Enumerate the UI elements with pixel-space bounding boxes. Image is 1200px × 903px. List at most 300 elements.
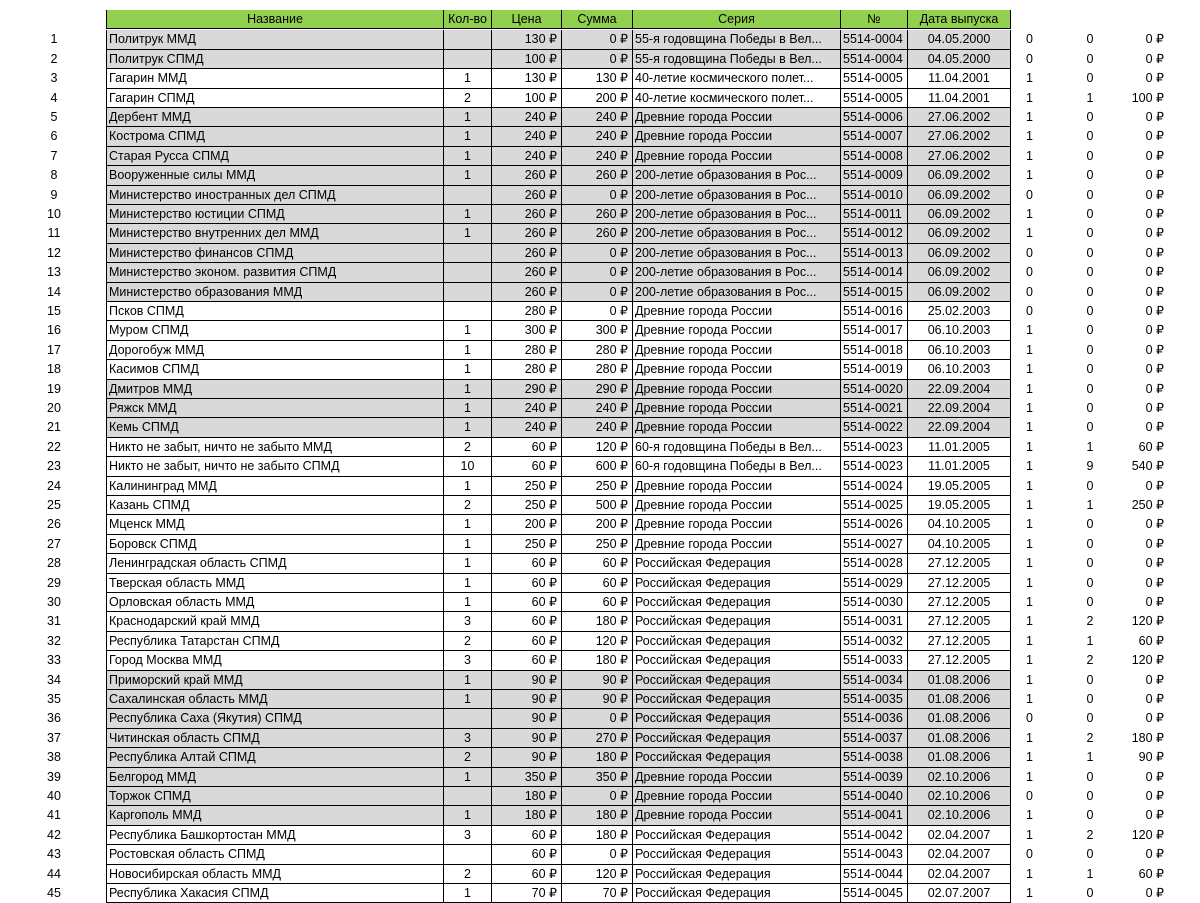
cell-no[interactable]: 5514-0015 (841, 283, 908, 302)
cell-extra-1[interactable]: 1 (1026, 362, 1033, 377)
row-number[interactable]: 15 (47, 304, 61, 318)
cell-name[interactable]: Политрук ММД (106, 30, 444, 49)
cell-extra-3[interactable]: 0 ₽ (1145, 536, 1164, 551)
row-number[interactable]: 26 (47, 517, 61, 532)
cell-extra-1[interactable]: 1 (1026, 323, 1033, 338)
row-number[interactable]: 32 (47, 633, 61, 648)
cell-extra-1[interactable]: 0 (1026, 187, 1033, 202)
cell-extra-2[interactable]: 0 (1086, 478, 1094, 493)
cell-extra-1[interactable]: 1 (1026, 148, 1033, 163)
cell-date[interactable]: 06.09.2002 (908, 166, 1011, 185)
cell-date[interactable]: 27.12.2005 (908, 554, 1011, 573)
cell-qty[interactable]: 1 (444, 360, 492, 379)
cell-series[interactable]: 55-я годовщина Победы в Вел... (633, 50, 841, 69)
cell-name[interactable]: Читинская область СПМД (106, 729, 444, 748)
cell-extra-2[interactable]: 0 (1086, 847, 1094, 862)
cell-extra-3[interactable]: 0 ₽ (1145, 886, 1164, 900)
cell-extra-1[interactable]: 1 (1026, 750, 1033, 765)
cell-extra-1[interactable]: 0 (1026, 789, 1033, 803)
cell-qty[interactable]: 3 (444, 612, 492, 631)
cell-no[interactable]: 5514-0020 (841, 380, 908, 399)
cell-series[interactable]: Древние города России (633, 496, 841, 515)
cell-qty[interactable]: 3 (444, 729, 492, 748)
cell-price[interactable]: 350 ₽ (492, 768, 562, 787)
cell-sum[interactable]: 600 ₽ (562, 457, 633, 476)
cell-extra-3[interactable]: 0 ₽ (1145, 226, 1164, 241)
cell-series[interactable]: Российская Федерация (633, 865, 841, 884)
cell-sum[interactable]: 120 ₽ (562, 438, 633, 457)
cell-series[interactable]: Древние города России (633, 418, 841, 437)
cell-extra-2[interactable]: 0 (1086, 168, 1094, 183)
cell-sum[interactable]: 240 ₽ (562, 108, 633, 127)
cell-name[interactable]: Министерство образования ММД (106, 283, 444, 302)
cell-qty[interactable]: 1 (444, 574, 492, 593)
cell-extra-3[interactable]: 0 ₽ (1145, 711, 1164, 726)
cell-extra-3[interactable]: 120 ₽ (1131, 653, 1164, 668)
cell-qty[interactable]: 1 (444, 127, 492, 146)
row-number[interactable]: 4 (50, 90, 58, 105)
cell-no[interactable]: 5514-0034 (841, 671, 908, 690)
cell-no[interactable]: 5514-0004 (841, 50, 908, 69)
row-number[interactable]: 41 (47, 808, 61, 823)
cell-no[interactable]: 5514-0022 (841, 418, 908, 437)
cell-extra-2[interactable]: 0 (1086, 187, 1094, 202)
cell-series[interactable]: Российская Федерация (633, 574, 841, 593)
cell-qty[interactable]: 1 (444, 147, 492, 166)
header-series[interactable]: Серия (633, 10, 841, 29)
cell-name[interactable]: Псков СПМД (106, 302, 444, 321)
cell-extra-2[interactable]: 0 (1086, 71, 1094, 86)
cell-sum[interactable]: 250 ₽ (562, 477, 633, 496)
cell-extra-3[interactable]: 0 ₽ (1145, 692, 1164, 706)
row-number[interactable]: 17 (47, 342, 61, 357)
cell-date[interactable]: 11.04.2001 (908, 89, 1011, 108)
cell-series[interactable]: 200-летие образования в Рос... (633, 166, 841, 185)
cell-qty[interactable]: 2 (444, 865, 492, 884)
cell-extra-3[interactable]: 0 ₽ (1145, 672, 1164, 687)
cell-no[interactable]: 5514-0039 (841, 768, 908, 787)
cell-qty[interactable]: 1 (444, 224, 492, 243)
cell-extra-1[interactable]: 1 (1026, 129, 1033, 144)
cell-sum[interactable]: 0 ₽ (562, 709, 633, 728)
cell-date[interactable]: 22.09.2004 (908, 380, 1011, 399)
cell-extra-3[interactable]: 60 ₽ (1138, 633, 1164, 648)
cell-qty[interactable] (444, 787, 492, 806)
cell-qty[interactable]: 1 (444, 380, 492, 399)
cell-series[interactable]: Российская Федерация (633, 709, 841, 728)
cell-series[interactable]: Древние города России (633, 806, 841, 825)
cell-series[interactable]: 200-летие образования в Рос... (633, 186, 841, 205)
cell-sum[interactable]: 200 ₽ (562, 89, 633, 108)
cell-date[interactable]: 06.09.2002 (908, 263, 1011, 282)
cell-price[interactable]: 250 ₽ (492, 477, 562, 496)
row-number[interactable]: 13 (47, 265, 61, 280)
cell-extra-2[interactable]: 1 (1086, 498, 1094, 512)
row-number[interactable]: 19 (47, 381, 61, 396)
cell-price[interactable]: 250 ₽ (492, 496, 562, 515)
cell-qty[interactable]: 1 (444, 515, 492, 534)
cell-date[interactable]: 06.09.2002 (908, 224, 1011, 243)
row-number[interactable]: 34 (47, 672, 61, 687)
cell-name[interactable]: Республика Алтай СПМД (106, 748, 444, 767)
cell-extra-2[interactable]: 0 (1086, 536, 1094, 551)
cell-qty[interactable]: 1 (444, 108, 492, 127)
cell-name[interactable]: Приморский край ММД (106, 671, 444, 690)
cell-sum[interactable]: 250 ₽ (562, 535, 633, 554)
cell-sum[interactable]: 180 ₽ (562, 651, 633, 670)
cell-extra-3[interactable]: 180 ₽ (1131, 730, 1164, 745)
cell-name[interactable]: Политрук СПМД (106, 50, 444, 69)
cell-price[interactable]: 300 ₽ (492, 321, 562, 340)
cell-price[interactable]: 280 ₽ (492, 302, 562, 321)
cell-price[interactable]: 240 ₽ (492, 127, 562, 146)
cell-extra-3[interactable]: 250 ₽ (1131, 498, 1164, 512)
cell-extra-3[interactable]: 0 ₽ (1145, 304, 1164, 318)
row-number[interactable]: 44 (47, 866, 61, 881)
cell-series[interactable]: Древние города России (633, 341, 841, 360)
cell-date[interactable]: 04.10.2005 (908, 515, 1011, 534)
cell-extra-2[interactable]: 2 (1086, 653, 1094, 668)
cell-extra-2[interactable]: 0 (1086, 148, 1094, 163)
cell-date[interactable]: 01.08.2006 (908, 729, 1011, 748)
cell-date[interactable]: 27.06.2002 (908, 147, 1011, 166)
row-number[interactable]: 24 (47, 478, 61, 493)
cell-extra-1[interactable]: 1 (1026, 226, 1033, 241)
cell-extra-1[interactable]: 0 (1026, 265, 1033, 280)
cell-qty[interactable]: 3 (444, 826, 492, 845)
cell-no[interactable]: 5514-0033 (841, 651, 908, 670)
cell-extra-2[interactable]: 1 (1086, 866, 1094, 881)
cell-extra-1[interactable]: 1 (1026, 808, 1033, 823)
cell-name[interactable]: Дорогобуж ММД (106, 341, 444, 360)
cell-extra-1[interactable]: 1 (1026, 614, 1033, 629)
cell-extra-3[interactable]: 0 ₽ (1145, 381, 1164, 396)
cell-sum[interactable]: 290 ₽ (562, 380, 633, 399)
cell-extra-2[interactable]: 0 (1086, 692, 1094, 706)
cell-series[interactable]: 200-летие образования в Рос... (633, 224, 841, 243)
cell-name[interactable]: Орловская область ММД (106, 593, 444, 612)
cell-price[interactable]: 100 ₽ (492, 89, 562, 108)
cell-sum[interactable]: 0 ₽ (562, 186, 633, 205)
cell-qty[interactable]: 1 (444, 768, 492, 787)
cell-extra-3[interactable]: 0 ₽ (1145, 517, 1164, 532)
cell-extra-2[interactable]: 0 (1086, 265, 1094, 280)
cell-date[interactable]: 11.04.2001 (908, 69, 1011, 88)
cell-series[interactable]: Российская Федерация (633, 729, 841, 748)
cell-extra-3[interactable]: 0 ₽ (1145, 110, 1164, 124)
row-number[interactable]: 35 (47, 692, 61, 706)
cell-price[interactable]: 60 ₽ (492, 457, 562, 476)
cell-no[interactable]: 5514-0024 (841, 477, 908, 496)
row-number[interactable]: 21 (47, 420, 61, 435)
cell-price[interactable]: 260 ₽ (492, 283, 562, 302)
cell-date[interactable]: 04.05.2000 (908, 50, 1011, 69)
cell-price[interactable]: 260 ₽ (492, 205, 562, 224)
cell-extra-1[interactable]: 0 (1026, 711, 1033, 726)
header-no[interactable]: № (841, 10, 908, 29)
cell-extra-2[interactable]: 1 (1086, 439, 1094, 454)
cell-extra-1[interactable]: 1 (1026, 517, 1033, 532)
cell-date[interactable]: 19.05.2005 (908, 496, 1011, 515)
cell-extra-3[interactable]: 60 ₽ (1138, 866, 1164, 881)
cell-no[interactable]: 5514-0016 (841, 302, 908, 321)
cell-name[interactable]: Республика Татарстан СПМД (106, 632, 444, 651)
cell-price[interactable]: 90 ₽ (492, 671, 562, 690)
cell-extra-2[interactable]: 0 (1086, 381, 1094, 396)
cell-sum[interactable]: 0 ₽ (562, 787, 633, 806)
cell-date[interactable]: 22.09.2004 (908, 399, 1011, 418)
cell-qty[interactable]: 1 (444, 671, 492, 690)
header-sum[interactable]: Сумма (562, 10, 633, 29)
cell-date[interactable]: 01.08.2006 (908, 690, 1011, 709)
cell-series[interactable]: Российская Федерация (633, 612, 841, 631)
cell-series[interactable]: Российская Федерация (633, 826, 841, 845)
cell-name[interactable]: Министерство иностранных дел СПМД (106, 186, 444, 205)
cell-extra-3[interactable]: 0 ₽ (1145, 51, 1164, 66)
cell-date[interactable]: 27.12.2005 (908, 612, 1011, 631)
cell-qty[interactable]: 2 (444, 748, 492, 767)
cell-no[interactable]: 5514-0028 (841, 554, 908, 573)
cell-date[interactable]: 01.08.2006 (908, 709, 1011, 728)
cell-qty[interactable] (444, 263, 492, 282)
cell-extra-1[interactable]: 1 (1026, 401, 1033, 415)
cell-no[interactable]: 5514-0005 (841, 69, 908, 88)
cell-name[interactable]: Белгород ММД (106, 768, 444, 787)
cell-extra-3[interactable]: 540 ₽ (1131, 459, 1164, 474)
cell-sum[interactable]: 0 ₽ (562, 302, 633, 321)
cell-price[interactable]: 60 ₽ (492, 826, 562, 845)
cell-date[interactable]: 04.10.2005 (908, 535, 1011, 554)
cell-extra-3[interactable]: 0 ₽ (1145, 847, 1164, 862)
cell-sum[interactable]: 120 ₽ (562, 632, 633, 651)
cell-date[interactable]: 22.09.2004 (908, 418, 1011, 437)
cell-no[interactable]: 5514-0004 (841, 30, 908, 49)
cell-extra-2[interactable]: 0 (1086, 362, 1094, 377)
row-number[interactable]: 2 (50, 51, 58, 66)
cell-series[interactable]: Древние города России (633, 302, 841, 321)
cell-price[interactable]: 280 ₽ (492, 360, 562, 379)
cell-extra-2[interactable]: 2 (1086, 827, 1094, 842)
cell-name[interactable]: Министерство внутренних дел ММД (106, 224, 444, 243)
cell-series[interactable]: Древние города России (633, 147, 841, 166)
cell-date[interactable]: 11.01.2005 (908, 457, 1011, 476)
cell-extra-2[interactable]: 0 (1086, 672, 1094, 687)
header-name[interactable]: Название (106, 10, 444, 29)
cell-date[interactable]: 27.12.2005 (908, 651, 1011, 670)
cell-extra-1[interactable]: 1 (1026, 827, 1033, 842)
row-number[interactable]: 7 (50, 148, 58, 163)
cell-sum[interactable]: 260 ₽ (562, 166, 633, 185)
cell-extra-3[interactable]: 60 ₽ (1138, 439, 1164, 454)
cell-no[interactable]: 5514-0021 (841, 399, 908, 418)
cell-extra-3[interactable]: 0 ₽ (1145, 245, 1164, 260)
cell-name[interactable]: Казань СПМД (106, 496, 444, 515)
cell-no[interactable]: 5514-0006 (841, 108, 908, 127)
cell-sum[interactable]: 120 ₽ (562, 865, 633, 884)
cell-extra-1[interactable]: 1 (1026, 168, 1033, 183)
row-number[interactable]: 31 (47, 614, 61, 629)
cell-sum[interactable]: 240 ₽ (562, 399, 633, 418)
cell-price[interactable]: 180 ₽ (492, 787, 562, 806)
cell-date[interactable]: 02.04.2007 (908, 826, 1011, 845)
cell-date[interactable]: 27.06.2002 (908, 108, 1011, 127)
cell-sum[interactable]: 0 ₽ (562, 244, 633, 263)
cell-extra-2[interactable]: 0 (1086, 711, 1094, 726)
cell-qty[interactable]: 1 (444, 593, 492, 612)
cell-sum[interactable]: 180 ₽ (562, 806, 633, 825)
cell-no[interactable]: 5514-0035 (841, 690, 908, 709)
cell-date[interactable]: 02.10.2006 (908, 787, 1011, 806)
cell-price[interactable]: 60 ₽ (492, 554, 562, 573)
cell-name[interactable]: Республика Хакасия СПМД (106, 884, 444, 903)
cell-extra-1[interactable]: 1 (1026, 536, 1033, 551)
cell-qty[interactable]: 10 (444, 457, 492, 476)
cell-extra-2[interactable]: 2 (1086, 614, 1094, 629)
cell-no[interactable]: 5514-0027 (841, 535, 908, 554)
cell-qty[interactable]: 1 (444, 341, 492, 360)
cell-price[interactable]: 130 ₽ (492, 30, 562, 49)
cell-extra-2[interactable]: 0 (1086, 556, 1094, 571)
cell-extra-1[interactable]: 1 (1026, 207, 1033, 221)
cell-extra-2[interactable]: 0 (1086, 323, 1094, 338)
cell-name[interactable]: Краснодарский край ММД (106, 612, 444, 631)
cell-qty[interactable]: 1 (444, 806, 492, 825)
row-number[interactable]: 22 (47, 439, 61, 454)
cell-qty[interactable] (444, 283, 492, 302)
cell-extra-3[interactable]: 0 ₽ (1145, 595, 1164, 609)
cell-extra-3[interactable]: 90 ₽ (1138, 750, 1164, 765)
cell-extra-3[interactable]: 120 ₽ (1131, 614, 1164, 629)
cell-sum[interactable]: 90 ₽ (562, 690, 633, 709)
cell-extra-3[interactable]: 0 ₽ (1145, 420, 1164, 435)
row-number[interactable]: 9 (50, 187, 58, 202)
cell-name[interactable]: Министерство юстиции СПМД (106, 205, 444, 224)
cell-price[interactable]: 130 ₽ (492, 69, 562, 88)
row-number[interactable]: 43 (47, 847, 61, 862)
cell-sum[interactable]: 270 ₽ (562, 729, 633, 748)
cell-price[interactable]: 240 ₽ (492, 399, 562, 418)
cell-series[interactable]: Древние города России (633, 127, 841, 146)
cell-name[interactable]: Гагарин СПМД (106, 89, 444, 108)
cell-no[interactable]: 5514-0010 (841, 186, 908, 205)
cell-qty[interactable]: 1 (444, 205, 492, 224)
cell-name[interactable]: Касимов СПМД (106, 360, 444, 379)
cell-extra-1[interactable]: 1 (1026, 342, 1033, 357)
cell-no[interactable]: 5514-0044 (841, 865, 908, 884)
cell-price[interactable]: 100 ₽ (492, 50, 562, 69)
cell-extra-2[interactable]: 0 (1086, 284, 1094, 299)
cell-sum[interactable]: 60 ₽ (562, 593, 633, 612)
cell-sum[interactable]: 130 ₽ (562, 69, 633, 88)
cell-no[interactable]: 5514-0008 (841, 147, 908, 166)
cell-series[interactable]: Российская Федерация (633, 690, 841, 709)
cell-no[interactable]: 5514-0011 (841, 205, 908, 224)
cell-sum[interactable]: 500 ₽ (562, 496, 633, 515)
header-date[interactable]: Дата выпуска (908, 10, 1011, 29)
cell-price[interactable]: 60 ₽ (492, 438, 562, 457)
cell-extra-3[interactable]: 0 ₽ (1145, 148, 1164, 163)
cell-series[interactable]: Древние города России (633, 108, 841, 127)
cell-sum[interactable]: 300 ₽ (562, 321, 633, 340)
cell-date[interactable]: 02.07.2007 (908, 884, 1011, 903)
cell-no[interactable]: 5514-0007 (841, 127, 908, 146)
cell-date[interactable]: 06.09.2002 (908, 283, 1011, 302)
cell-extra-1[interactable]: 1 (1026, 439, 1033, 454)
cell-qty[interactable]: 1 (444, 166, 492, 185)
cell-extra-2[interactable]: 0 (1086, 595, 1094, 609)
cell-price[interactable]: 260 ₽ (492, 186, 562, 205)
cell-qty[interactable] (444, 709, 492, 728)
cell-price[interactable]: 200 ₽ (492, 515, 562, 534)
cell-no[interactable]: 5514-0023 (841, 457, 908, 476)
cell-extra-1[interactable]: 1 (1026, 498, 1033, 512)
cell-date[interactable]: 25.02.2003 (908, 302, 1011, 321)
cell-series[interactable]: Российская Федерация (633, 884, 841, 903)
cell-no[interactable]: 5514-0005 (841, 89, 908, 108)
cell-qty[interactable] (444, 186, 492, 205)
cell-name[interactable]: Новосибирская область ММД (106, 865, 444, 884)
cell-qty[interactable]: 3 (444, 651, 492, 670)
row-number[interactable]: 10 (47, 207, 61, 221)
cell-series[interactable]: Российская Федерация (633, 651, 841, 670)
cell-extra-2[interactable]: 0 (1086, 789, 1094, 803)
cell-price[interactable]: 60 ₽ (492, 632, 562, 651)
cell-no[interactable]: 5514-0030 (841, 593, 908, 612)
cell-price[interactable]: 70 ₽ (492, 884, 562, 903)
cell-price[interactable]: 250 ₽ (492, 535, 562, 554)
cell-extra-1[interactable]: 1 (1026, 459, 1033, 474)
cell-extra-1[interactable]: 1 (1026, 692, 1033, 706)
cell-name[interactable]: Дербент ММД (106, 108, 444, 127)
cell-extra-3[interactable]: 0 ₽ (1145, 129, 1164, 144)
cell-price[interactable]: 180 ₽ (492, 806, 562, 825)
cell-qty[interactable] (444, 845, 492, 864)
cell-extra-2[interactable]: 0 (1086, 245, 1094, 260)
cell-qty[interactable] (444, 244, 492, 263)
cell-extra-2[interactable]: 1 (1086, 633, 1094, 648)
cell-qty[interactable]: 1 (444, 321, 492, 340)
cell-no[interactable]: 5514-0017 (841, 321, 908, 340)
cell-name[interactable]: Ленинградская область СПМД (106, 554, 444, 573)
cell-name[interactable]: Ряжск ММД (106, 399, 444, 418)
row-number[interactable]: 45 (47, 886, 61, 900)
cell-name[interactable]: Кострома СПМД (106, 127, 444, 146)
row-number[interactable]: 5 (50, 110, 58, 124)
cell-extra-3[interactable]: 100 ₽ (1131, 90, 1164, 105)
cell-qty[interactable]: 1 (444, 884, 492, 903)
header-qty[interactable]: Кол-во (444, 10, 492, 29)
cell-qty[interactable] (444, 30, 492, 49)
cell-extra-2[interactable]: 1 (1086, 750, 1094, 765)
cell-extra-2[interactable]: 0 (1086, 808, 1094, 823)
cell-date[interactable]: 02.10.2006 (908, 806, 1011, 825)
cell-extra-2[interactable]: 0 (1086, 886, 1094, 900)
cell-extra-3[interactable]: 0 ₽ (1145, 284, 1164, 299)
cell-sum[interactable]: 260 ₽ (562, 205, 633, 224)
cell-extra-1[interactable]: 1 (1026, 769, 1033, 784)
cell-series[interactable]: Российская Федерация (633, 845, 841, 864)
cell-sum[interactable]: 0 ₽ (562, 845, 633, 864)
row-number[interactable]: 42 (47, 827, 61, 842)
cell-qty[interactable]: 2 (444, 632, 492, 651)
cell-name[interactable]: Республика Башкортостан ММД (106, 826, 444, 845)
cell-series[interactable]: 200-летие образования в Рос... (633, 283, 841, 302)
cell-extra-1[interactable]: 1 (1026, 110, 1033, 124)
cell-series[interactable]: Российская Федерация (633, 632, 841, 651)
row-number[interactable]: 27 (47, 536, 61, 551)
row-number[interactable]: 6 (50, 129, 58, 144)
cell-date[interactable]: 19.05.2005 (908, 477, 1011, 496)
